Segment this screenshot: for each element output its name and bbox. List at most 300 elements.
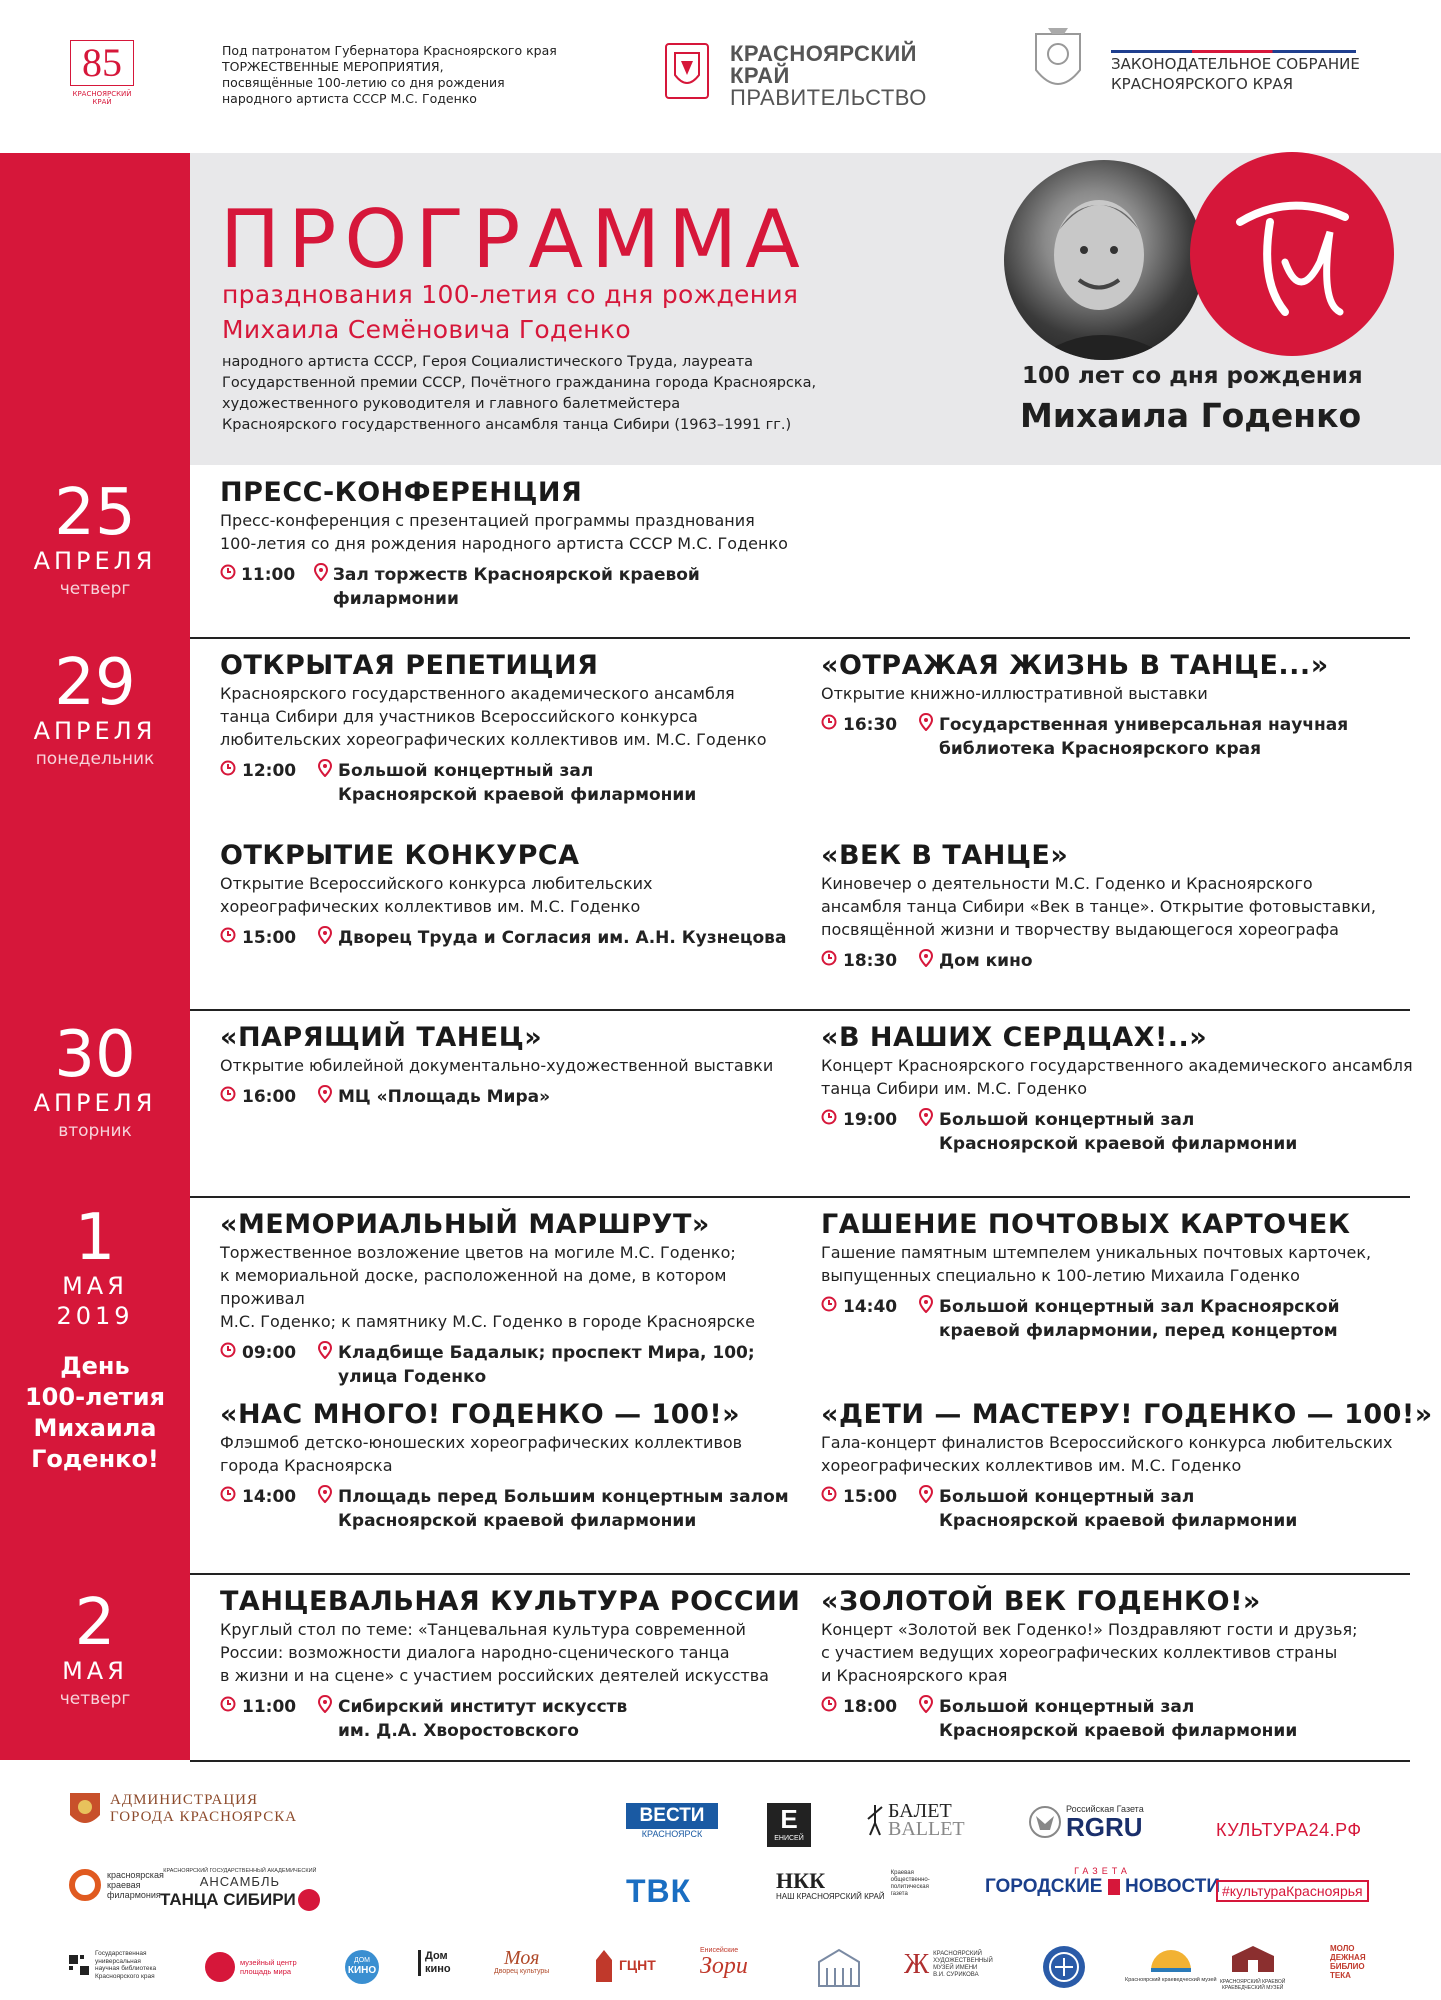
event-place xyxy=(338,1341,755,1389)
portrait-photo xyxy=(1004,160,1204,360)
city-emblem-icon xyxy=(68,1787,102,1831)
event-time: 14:00 xyxy=(242,1487,297,1507)
clock-icon xyxy=(821,713,843,761)
philharmonia-ring-icon xyxy=(68,1868,102,1902)
date-block-25 xyxy=(0,476,190,602)
location-pin-icon xyxy=(318,1485,338,1533)
gov-line-2: КРАЙ xyxy=(730,63,790,88)
place-line: Дворец Труда и Согласия им. А.Н. Кузнецова xyxy=(338,928,787,948)
desc-line: города Красноярска xyxy=(220,1456,393,1475)
event-soaring-dance xyxy=(220,1022,810,1110)
event-title: ГАШЕНИЕ ПОЧТОВЫХ КАРТОЧЕК xyxy=(821,1209,1351,1240)
library-line: научная библиотека xyxy=(95,1965,157,1972)
event-meta xyxy=(821,1695,1421,1743)
date-number: 29 xyxy=(54,646,136,720)
gov-emblem-icon xyxy=(665,43,709,99)
desc-line: Красноярского государственного академического ансамбля xyxy=(220,684,735,703)
clock-icon xyxy=(220,563,241,611)
place-line: им. Д.А. Хворостовского xyxy=(338,1721,579,1741)
vesti-word: ВЕСТИ xyxy=(626,1803,718,1829)
desc-line: России: возможности диалога народно-сценического танца xyxy=(220,1643,730,1662)
desc-line: Торжественное возложение цветов на могиле М.С. Годенко; xyxy=(220,1243,736,1262)
event-description xyxy=(821,1054,1421,1100)
desc-line: Круглый стол по теме: «Танцевальная культура современной xyxy=(220,1620,746,1639)
nkk-note: Краевая xyxy=(890,1870,914,1876)
desc-line: Флэшмоб детско-юношеских хореографических коллективов xyxy=(220,1433,743,1452)
surikov-line: ХУДОЖЕСТВЕННЫЙ xyxy=(933,1958,993,1964)
logo-gcnt xyxy=(592,1948,656,1982)
zs-line-2: КРАСНОЯРСКОГО КРАЯ xyxy=(1111,75,1294,93)
section-divider xyxy=(190,637,1410,639)
clock-icon xyxy=(220,1341,242,1389)
place-line: Красноярской краевой филармонии xyxy=(939,1134,1298,1154)
event-place xyxy=(939,713,1348,761)
kraevoy-line: КРАСНОЯРСКИЙ КРАЕВОЙ xyxy=(1220,1979,1286,1985)
special-line: Годенко! xyxy=(31,1445,159,1473)
event-title: ОТКРЫТИЕ КОНКУРСА xyxy=(220,840,580,871)
logo-dom-kino-round xyxy=(345,1950,379,1984)
section-divider xyxy=(190,1196,1410,1198)
event-title: ТАНЦЕВАЛЬНАЯ КУЛЬТУРА РОССИИ xyxy=(220,1586,801,1617)
event-title: «ЗОЛОТОЙ ВЕК ГОДЕНКО!» xyxy=(821,1586,1261,1617)
event-in-our-hearts xyxy=(821,1022,1421,1156)
clock-icon xyxy=(220,759,242,807)
location-pin-icon xyxy=(318,1085,338,1110)
logo-library xyxy=(68,1950,156,1980)
event-description xyxy=(821,872,1411,941)
event-round-table xyxy=(220,1586,810,1743)
novosti-word-2: НОВОСТИ xyxy=(1125,1876,1221,1897)
event-place xyxy=(939,1295,1340,1343)
novosti-caption: ГАЗЕТА xyxy=(1074,1866,1131,1876)
place-line: Красноярской краевой филармонии xyxy=(939,1511,1298,1531)
event-place xyxy=(939,1108,1297,1156)
surikov-line: МУЗЕЙ ИМЕНИ xyxy=(933,1965,978,1971)
youth-lib-line: МОЛО xyxy=(1330,1944,1355,1953)
date-block-1 xyxy=(0,1201,190,1475)
desc-line: Открытие книжно-иллюстративной выставки xyxy=(821,684,1208,703)
event-place xyxy=(338,926,786,951)
clock-icon xyxy=(821,1485,843,1533)
surikov-m-icon: Ж xyxy=(904,1949,930,1980)
place-line: Красноярской краевой филармонии xyxy=(338,785,697,805)
event-press xyxy=(220,477,810,611)
location-pin-icon xyxy=(318,1695,338,1743)
event-meta xyxy=(220,1695,810,1743)
nkk-caption: НАШ КРАСНОЯРСКИЙ КРАЙ xyxy=(776,1892,885,1901)
event-description xyxy=(821,1241,1421,1287)
kraevoy-line: КРАЕВЕДЧЕСКИЙ МУЗЕЙ xyxy=(1221,1985,1284,1991)
event-time: 15:00 xyxy=(242,928,297,948)
museum-center-line: музейный центр xyxy=(240,1958,297,1967)
zs-emblem-icon xyxy=(1030,22,1086,100)
dom-kino-text: Дом xyxy=(425,1950,448,1962)
philharmonia-line: филармония xyxy=(107,1890,161,1900)
event-meta xyxy=(220,563,810,611)
event-contest-opening xyxy=(220,840,800,951)
monogram-circle-icon xyxy=(1190,152,1394,356)
youth-lib-line: БИБЛИО xyxy=(1330,1962,1365,1971)
section-divider xyxy=(190,1760,1410,1762)
patron-line-4: народного артиста СССР М.С. Годенко xyxy=(222,91,477,106)
kraeved-line: музей xyxy=(1201,1977,1217,1983)
location-pin-icon xyxy=(919,713,939,761)
logo-hashtag: #культураКрасноярья xyxy=(1216,1880,1369,1902)
patron-line-2: ТОРЖЕСТВЕННЫЕ МЕРОПРИЯТИЯ, xyxy=(222,59,444,74)
vesti-city: КРАСНОЯРСК xyxy=(641,1829,703,1839)
place-line: Государственная универсальная научная xyxy=(939,715,1349,735)
event-description xyxy=(220,1431,810,1477)
special-line: День xyxy=(60,1352,130,1380)
library-grid-icon xyxy=(68,1954,90,1976)
event-golden-age xyxy=(821,1586,1421,1743)
place-line: Большой концертный зал xyxy=(939,1487,1195,1507)
nkk-word: НКК xyxy=(776,1868,826,1893)
novosti-word-1: ГОРОДСКИЕ xyxy=(985,1876,1103,1897)
special-line: 100-летия xyxy=(24,1383,166,1411)
logo-blue-round xyxy=(1043,1946,1085,1988)
balet-ru: БАЛЕТ xyxy=(888,1800,952,1822)
date-number: 2 xyxy=(74,1586,116,1660)
date-month: АПРЕЛЯ xyxy=(33,717,157,745)
yenisei-word: ЕНИСЕЙ xyxy=(774,1835,804,1842)
desc-line: Гала-концерт финалистов Всероссийского конкурса любительских xyxy=(821,1433,1393,1452)
desc-line: танца Сибири им. М.С. Годенко xyxy=(821,1079,1088,1098)
place-line: Кладбище Бадалык; проспект Мира, 100; xyxy=(338,1343,755,1363)
ansambl-title: ТАНЦА СИБИРИ xyxy=(160,1890,296,1909)
zs-rule xyxy=(1111,50,1356,53)
date-block-2 xyxy=(0,1586,190,1712)
event-description xyxy=(821,1431,1421,1477)
event-open-rehearsal xyxy=(220,650,800,807)
desc-line: танца Сибири для участников Всероссийского конкурса xyxy=(220,707,698,726)
event-title: «ВЕК В ТАНЦЕ» xyxy=(821,840,1069,871)
event-description xyxy=(220,682,800,751)
event-place xyxy=(939,1485,1297,1533)
clock-icon xyxy=(821,1695,843,1743)
logo-kraevedcheskiy-sun xyxy=(1125,1944,1217,1984)
nkk-note: политическая xyxy=(890,1884,929,1890)
clock-icon xyxy=(821,1295,843,1343)
museum-building-icon xyxy=(1228,1944,1278,1974)
place-line: Большой концертный зал xyxy=(939,1110,1195,1130)
place-line: МЦ «Площадь Мира» xyxy=(338,1087,551,1107)
event-description xyxy=(821,682,1411,705)
library-line: Красноярского края xyxy=(95,1972,155,1980)
logo-admin-krasnoyarsk xyxy=(68,1787,297,1831)
logo-balet xyxy=(866,1802,965,1838)
date-number: 30 xyxy=(54,1018,136,1092)
desc-line: Открытие юбилейной документально-художественной выставки xyxy=(220,1056,774,1075)
desc-line: хореографических коллективов им. М.С. Годенко xyxy=(220,897,641,916)
event-title: «ОТРАЖАЯ ЖИЗНЬ В ТАНЦЕ...» xyxy=(821,650,1329,681)
logo-yeniseiskie-zori xyxy=(700,1947,748,1978)
event-description xyxy=(220,872,800,918)
hero-desc-line-4: Красноярского государственного ансамбля танца Сибири (1963–1991 гг.) xyxy=(222,417,792,433)
admin-line: АДМИНИСТРАЦИЯ xyxy=(110,1792,258,1808)
location-pin-icon xyxy=(318,1341,338,1389)
clock-icon xyxy=(821,1108,843,1156)
event-meta xyxy=(821,713,1411,761)
event-gala-concert xyxy=(821,1399,1433,1533)
event-time: 12:00 xyxy=(242,761,297,781)
date-year: 2019 xyxy=(56,1302,134,1330)
event-title: «ПАРЯЩИЙ ТАНЕЦ» xyxy=(220,1022,543,1053)
page-title: ПРОГРАММА xyxy=(220,193,808,286)
logo-kraevoy-museum xyxy=(1220,1944,1285,1991)
event-meta xyxy=(220,1485,810,1533)
clock-icon xyxy=(220,1085,242,1110)
dom-kino-line: КИНО xyxy=(347,1965,377,1976)
event-meta xyxy=(821,1485,1421,1533)
logo-ansambl xyxy=(160,1868,320,1911)
event-description xyxy=(220,1618,810,1687)
dvorets-word: Моя xyxy=(503,1947,540,1969)
place-line: Сибирский институт искусств xyxy=(338,1697,628,1717)
gov-name xyxy=(730,43,927,109)
desc-line: Концерт «Золотой век Годенко!» Поздравляют гости и друзья; xyxy=(821,1620,1358,1639)
logo-nkk xyxy=(776,1870,930,1901)
date-band xyxy=(0,153,190,1760)
logo-rg xyxy=(1028,1802,1144,1842)
youth-lib-line: ТЕКА xyxy=(1330,1971,1351,1980)
event-place xyxy=(939,1695,1297,1743)
hero-subtitle-1: празднования 100-летия со дня рождения xyxy=(222,280,799,309)
hero-desc-line-1: народного артиста СССР, Героя Социалистического Труда, лауреата xyxy=(222,354,754,370)
yenisei-letter: Е xyxy=(780,1804,798,1834)
event-time: 16:30 xyxy=(843,715,898,735)
clock-icon xyxy=(220,1695,242,1743)
event-place xyxy=(338,759,696,807)
monogram-icon xyxy=(298,1889,320,1911)
nkk-note: газета xyxy=(890,1891,908,1897)
place-line: Большой концертный зал Красноярской xyxy=(939,1297,1340,1317)
balet-en: BALLET xyxy=(888,1818,965,1840)
place-line: Зал торжеств Красноярской краевой филармонии xyxy=(332,565,700,609)
desc-line: посвящённой жизни и творчеству выдающегося хореографа xyxy=(821,920,1339,939)
zs-line-1: ЗАКОНОДАТЕЛЬНОЕ СОБРАНИЕ xyxy=(1111,55,1360,73)
patron-text xyxy=(222,43,582,107)
date-month: МАЯ xyxy=(62,1657,128,1685)
kraeved-line: Красноярский xyxy=(1125,1977,1161,1983)
rg-word: RGRU xyxy=(1066,1812,1143,1842)
desc-line: любительских хореографических коллективов им. М.С. Годенко xyxy=(220,730,767,749)
date-special xyxy=(0,1351,190,1475)
date-weekday: четверг xyxy=(59,1689,131,1709)
location-pin-icon xyxy=(919,949,939,974)
event-reflecting-life xyxy=(821,650,1411,761)
zori-caption: Енисейские xyxy=(700,1947,739,1954)
surikov-line: В.И. СУРИКОВА xyxy=(933,1972,979,1978)
event-time: 19:00 xyxy=(843,1110,898,1130)
place-line: улица Годенко xyxy=(338,1367,487,1387)
logo-youth-library xyxy=(1330,1944,1366,1980)
place-line: Дом кино xyxy=(939,951,1033,971)
logo-dom-kino xyxy=(418,1950,451,1976)
kraeved-line: краеведческий xyxy=(1162,1977,1200,1983)
event-meta xyxy=(821,1108,1421,1156)
section-divider xyxy=(190,1009,1410,1011)
event-title: ОТКРЫТАЯ РЕПЕТИЦИЯ xyxy=(220,650,599,681)
logo-kultura24: КУЛЬТУРА24.РФ xyxy=(1216,1820,1362,1840)
logo-tvk: ТВК xyxy=(626,1873,692,1909)
event-description xyxy=(220,509,810,555)
event-title: «В НАШИХ СЕРДЦАХ!..» xyxy=(821,1022,1208,1053)
desc-line: и Красноярского края xyxy=(821,1666,1008,1685)
event-time: 09:00 xyxy=(242,1343,297,1363)
event-meta xyxy=(821,949,1411,974)
rg-caption: Российская Газета xyxy=(1066,1804,1144,1814)
patron-line-3: посвящённые 100-летию со дня рождения xyxy=(222,75,505,90)
gcnt-building-icon xyxy=(592,1948,616,1982)
desc-line: 100-летия со дня рождения народного артиста СССР М.С. Годенко xyxy=(220,534,788,553)
desc-line: Открытие Всероссийского конкурса любительских xyxy=(220,874,653,893)
youth-lib-line: ДЕЖНАЯ xyxy=(1330,1953,1366,1962)
desc-line: Концерт Красноярского государственного академического ансамбля xyxy=(821,1056,1413,1075)
event-title: ПРЕСС-КОНФЕРЕНЦИЯ xyxy=(220,477,583,508)
gov-line-3: ПРАВИТЕЛЬСТВО xyxy=(730,85,927,110)
desc-line: к мемориальной доске, расположенной на доме, в котором проживал xyxy=(220,1266,727,1308)
ansambl-caption: КРАСНОЯРСКИЙ ГОСУДАРСТВЕННЫЙ АКАДЕМИЧЕСКИЙ xyxy=(163,1868,317,1874)
date-month: АПРЕЛЯ xyxy=(33,547,157,575)
logo-vesti xyxy=(626,1803,718,1839)
desc-line: в жизни и на сцене» с участием российских деятелей искусства xyxy=(220,1666,769,1685)
event-century-in-dance xyxy=(821,840,1411,974)
event-time: 11:00 xyxy=(242,1697,297,1717)
special-line: Михаила xyxy=(33,1414,157,1442)
surikov-line: КРАСНОЯРСКИЙ xyxy=(933,1951,982,1957)
logo-85-number: 85 xyxy=(70,40,134,86)
place-line: краевой филармонии, перед концертом xyxy=(939,1321,1338,1341)
event-place xyxy=(338,1485,789,1533)
event-title: «МЕМОРИАЛЬНЫЙ МАРШРУТ» xyxy=(220,1209,710,1240)
hero-description xyxy=(222,352,842,436)
date-month: МАЯ xyxy=(62,1272,128,1300)
desc-line: Киновечер о деятельности М.С. Годенко и Красноярского xyxy=(821,874,1313,893)
hero-desc-line-3: художественного руководителя и главного балетмейстера xyxy=(222,396,681,412)
section-divider xyxy=(190,1573,1410,1575)
blue-round-emblem-icon xyxy=(1043,1946,1085,1988)
event-flashmob xyxy=(220,1399,810,1533)
event-postcard-cancellation xyxy=(821,1209,1421,1343)
event-time: 11:00 xyxy=(241,565,296,585)
event-meta xyxy=(220,1085,810,1110)
place-line: Красноярской краевой филармонии xyxy=(939,1721,1298,1741)
logo-philharmonia xyxy=(68,1868,164,1902)
event-description xyxy=(821,1618,1421,1687)
gov-line-1: КРАСНОЯРСКИЙ xyxy=(730,41,917,66)
logo-yenisei xyxy=(767,1803,811,1847)
logo-85-caption: КРАСНОЯРСКИЙ КРАЙ xyxy=(72,90,132,106)
location-pin-icon xyxy=(919,1695,939,1743)
desc-line: Пресс-конференция с презентацией программы празднования xyxy=(220,511,755,530)
museum-center-line: площадь мира xyxy=(240,1967,292,1976)
place-line: Площадь перед Большим концертным залом xyxy=(338,1487,789,1507)
logo-85 xyxy=(62,40,142,115)
desc-line: ансамбля танца Сибири «Век в танце». Открытие фотовыставки, xyxy=(821,897,1376,916)
date-number: 25 xyxy=(54,476,136,550)
eagle-icon xyxy=(1028,1802,1062,1842)
nkk-note: общественно- xyxy=(890,1877,930,1883)
desc-line: М.С. Годенко; к памятнику М.С. Годенко в городе Красноярске xyxy=(220,1312,755,1331)
dancer-icon xyxy=(866,1803,884,1837)
clock-icon xyxy=(220,926,242,951)
event-meta xyxy=(220,926,800,951)
event-meta xyxy=(220,759,800,807)
museum-center-icon xyxy=(205,1952,235,1982)
desc-line: хореографических коллективов им. М.С. Годенко xyxy=(821,1456,1242,1475)
desc-line: с участием ведущих хореографических коллективов страны xyxy=(821,1643,1338,1662)
location-pin-icon xyxy=(919,1485,939,1533)
dom-kino-text: кино xyxy=(425,1963,451,1975)
philharmonia-line: краевая xyxy=(107,1880,141,1890)
event-place xyxy=(333,563,810,611)
event-description xyxy=(220,1241,810,1333)
place-line: Большой концертный зал xyxy=(338,761,594,781)
zs-name xyxy=(1111,54,1360,94)
date-number: 1 xyxy=(74,1201,116,1275)
gcnt-word: ГЦНТ xyxy=(619,1957,656,1973)
event-time: 18:30 xyxy=(843,951,898,971)
event-place xyxy=(939,949,1033,974)
logo-dvorets-kultury xyxy=(494,1948,549,1975)
date-weekday: понедельник xyxy=(35,749,155,769)
place-line: Большой концертный зал xyxy=(939,1697,1195,1717)
event-time: 16:00 xyxy=(242,1087,297,1107)
patron-line-1: Под патронатом Губернатора Красноярского края xyxy=(222,43,557,58)
ansambl-word: АНСАМБЛЬ xyxy=(199,1874,281,1889)
event-time: 18:00 xyxy=(843,1697,898,1717)
location-pin-icon xyxy=(318,926,338,951)
place-line: Красноярской краевой филармонии xyxy=(338,1511,697,1531)
event-description xyxy=(220,1054,810,1077)
novosti-emblem-icon xyxy=(1108,1879,1120,1895)
date-block-30 xyxy=(0,1018,190,1144)
anniversary-line-1: 100 лет со дня рождения xyxy=(1022,363,1363,389)
event-memorial-route xyxy=(220,1209,810,1389)
date-weekday: четверг xyxy=(59,579,131,599)
anniversary-line-2: Михаила Годенко xyxy=(1020,396,1362,435)
clock-icon xyxy=(220,1485,242,1533)
dvorets-caption: Дворец культуры xyxy=(494,1968,550,1975)
desc-line: Гашение памятным штемпелем уникальных почтовых карточек, xyxy=(821,1243,1372,1262)
desc-line: выпущенных специально к 100-летию Михаила Годенко xyxy=(821,1266,1300,1285)
clock-icon xyxy=(821,949,843,974)
sun-icon xyxy=(1146,1944,1196,1972)
hero-subtitle-2: Михаила Семёновича Годенко xyxy=(222,315,631,344)
event-meta xyxy=(821,1295,1421,1343)
dom-kino-line: ДОМ xyxy=(353,1957,371,1964)
date-month: АПРЕЛЯ xyxy=(33,1089,157,1117)
event-place xyxy=(338,1695,627,1743)
location-pin-icon xyxy=(314,563,333,611)
event-time: 15:00 xyxy=(843,1487,898,1507)
event-title: «НАС МНОГО! ГОДЕНКО — 100!» xyxy=(220,1399,741,1430)
date-weekday: вторник xyxy=(58,1121,132,1141)
hero-desc-line-2: Государственной премии СССР, Почётного гражданина города Красноярска, xyxy=(222,375,817,391)
library-line: универсальная xyxy=(95,1957,141,1965)
event-meta xyxy=(220,1341,810,1389)
logo-emblem-gray xyxy=(815,1946,863,1988)
admin-line: ГОРОДА КРАСНОЯРСКА xyxy=(110,1809,298,1825)
place-line: библиотека Красноярского края xyxy=(939,739,1261,759)
building-emblem-icon xyxy=(815,1946,863,1988)
event-time: 14:40 xyxy=(843,1297,898,1317)
philharmonia-line: красноярская xyxy=(107,1870,164,1880)
event-title: «ДЕТИ — МАСТЕРУ! ГОДЕНКО — 100!» xyxy=(821,1399,1433,1430)
date-block-29 xyxy=(0,646,190,772)
logo-surikov-museum xyxy=(904,1950,993,1980)
